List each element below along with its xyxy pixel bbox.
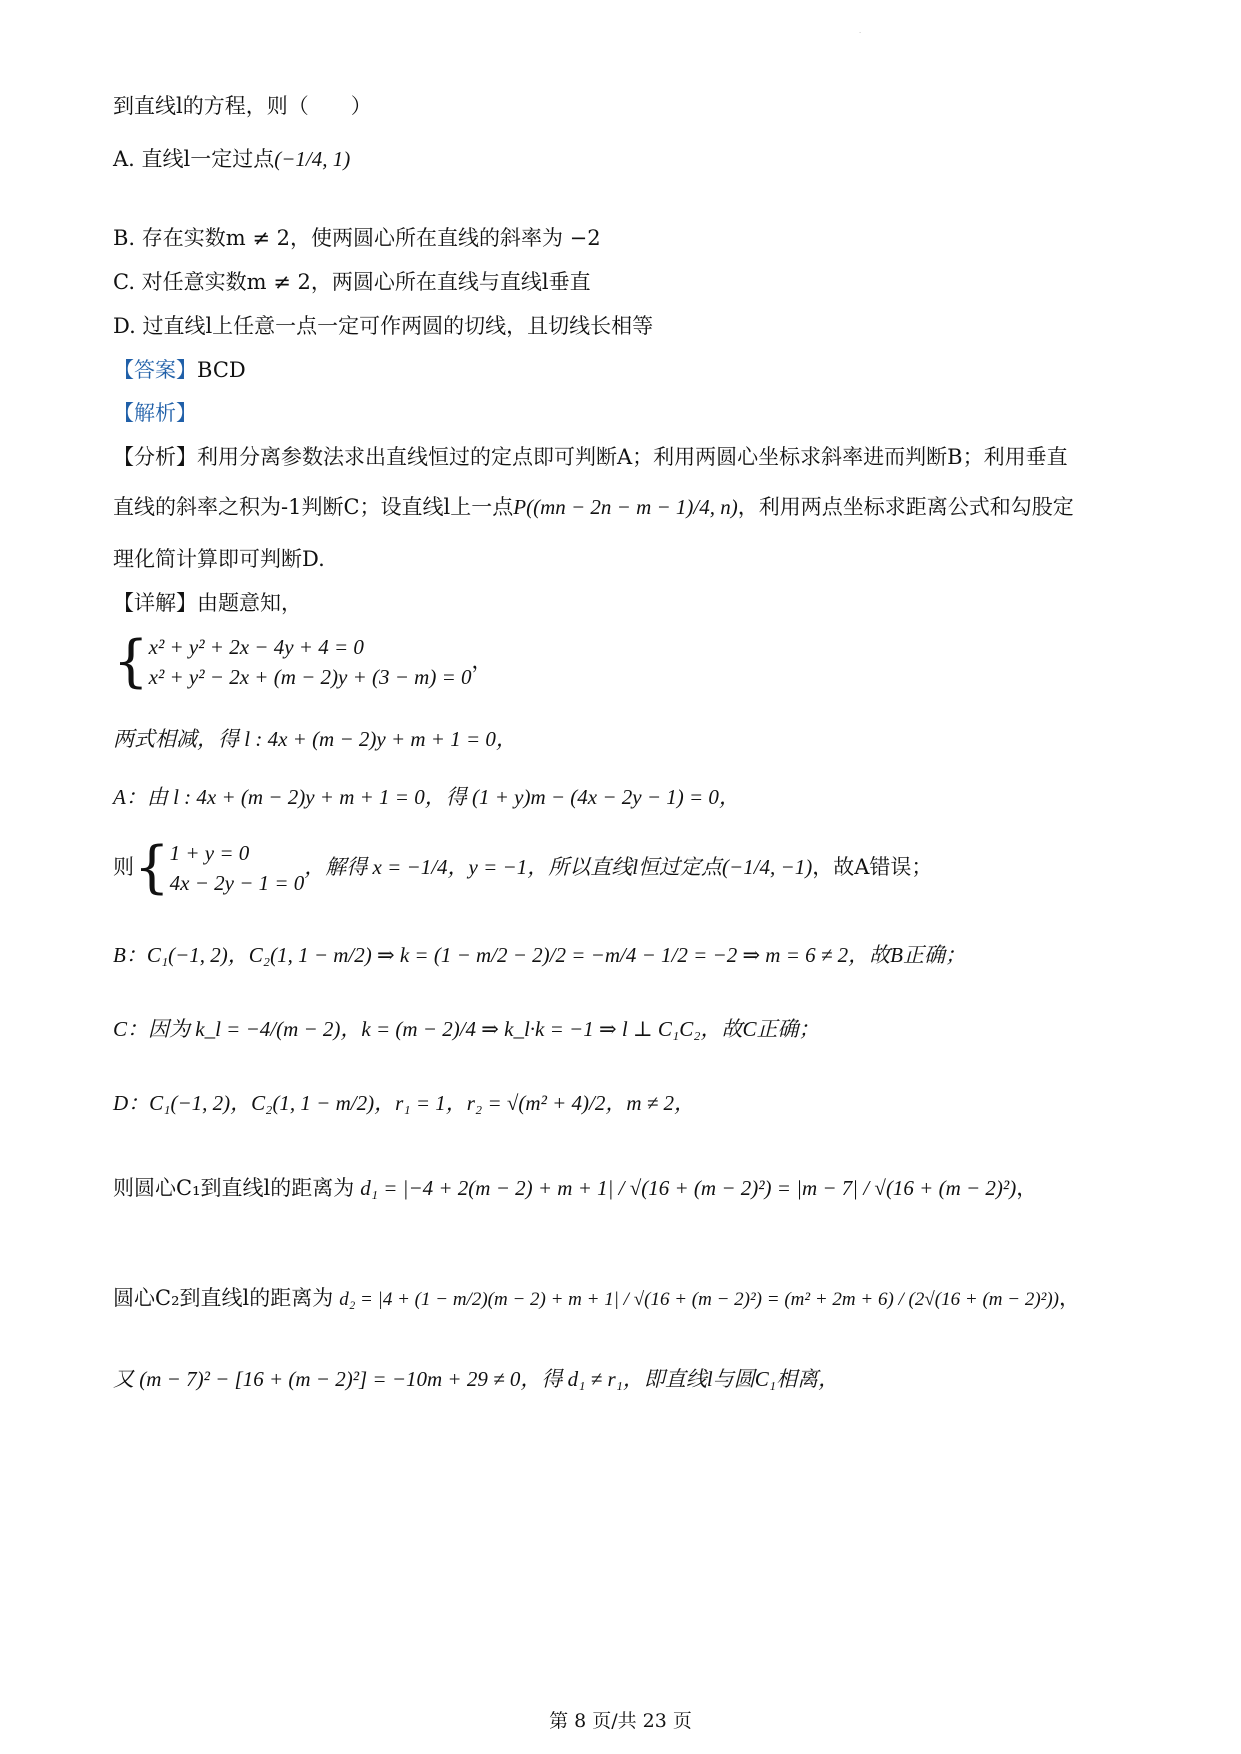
option-a-point: (−1/4, 1) [274,147,351,171]
fenxi-line1: 【分析】利用分离参数法求出直线恒过的定点即可判断A；利用两圆心坐标求斜率进而判断B；利用垂直 [113,445,1068,469]
equation-system-1: { x² + y² + 2x − 4y + 4 = 0 x² + y² − 2x + (m − 2)y + (3 − m) = 0 ， [113,629,493,695]
subtract-line: 两式相减，得 l : 4x + (m − 2)y + m + 1 = 0， [113,727,517,751]
detail-line: 【详解】由题意知， [113,591,302,615]
analysis-label: 【解析】 [113,401,197,425]
distance-d1-line: 则圆心C₁到直线l的距离为 d₁ = |−4 + 2(m − 2) + m + 1| / √(16 + (m − 2)²) = |m − 7| / √(16 + (m − 2)²)， [113,1176,1038,1200]
page-footer: 第 8 页/共 23 页 [549,1710,692,1732]
solution-c-line: C：因为 k_l = −4/(m − 2)，k = (m − 2)/4 ⇒ k_l·k = −1 ⇒ l ⊥ C₁C₂，故C正确； [113,1017,820,1041]
solution-a-line: A：由 l : 4x + (m − 2)y + m + 1 = 0，得 (1 + y)m − (4x − 2y − 1) = 0， [113,785,740,809]
fenxi-line3: 理化简计算即可判断D. [113,547,325,571]
point-p: P((mn − 2n − m − 1)/4, n) [513,495,738,519]
distance-d2-line: 圆心C₂到直线l的距离为 d₂ = |4 + (1 − m/2)(m − 2) + m + 1| / √(16 + (m − 2)²) = (m² + 2m + 6) / (2√(16 + (m − 2)²))， [113,1286,1080,1310]
option-b: B. 存在实数m ≠ 2，使两圆心所在直线的斜率为 −2 [113,226,601,250]
scan-mark: · [859,30,861,37]
answer-value: BCD [197,358,246,382]
solution-d-line: D：C₁(−1, 2)，C₂(1, 1 − m/2)，r₁ = 1，r₂ = √(m² + 4)/2，m ≠ 2， [113,1091,696,1115]
option-d: D. 过直线l上任意一点一定可作两圆的切线，且切线长相等 [113,314,654,338]
fenxi-line2: 直线的斜率之积为-1判断C；设直线l上一点P((mn − 2n − m − 1)/4, n)，利用两点坐标求距离公式和勾股定 [113,495,1074,519]
option-a: A. 直线l一定过点(−1/4, 1) [113,147,351,171]
answer-line [113,357,246,384]
question-stem: 到直线l的方程，则（ ） [113,94,372,118]
conclusion-line: 又 (m − 7)² − [16 + (m − 2)²] = −10m + 29 ≠ 0，得 d₁ ≠ r₁，即直线l与圆C₁相离， [113,1367,840,1391]
solution-a-system: 则{ 1 + y = 0 4x − 2y − 1 = 0 ，解得 x = −1/4，y = −1，所以直线l恒过定点(−1/4, −1)，故A错误； [113,835,933,901]
solution-b-line: B：C₁(−1, 2)，C₂(1, 1 − m/2) ⇒ k = (1 − m/2 − 2)/2 = −m/4 − 1/2 = −2 ⇒ m = 6 ≠ 2，故B正确； [113,943,966,967]
option-c: C. 对任意实数m ≠ 2，两圆心所在直线与直线l垂直 [113,270,591,294]
answer-label: 【答案】 [113,358,197,382]
